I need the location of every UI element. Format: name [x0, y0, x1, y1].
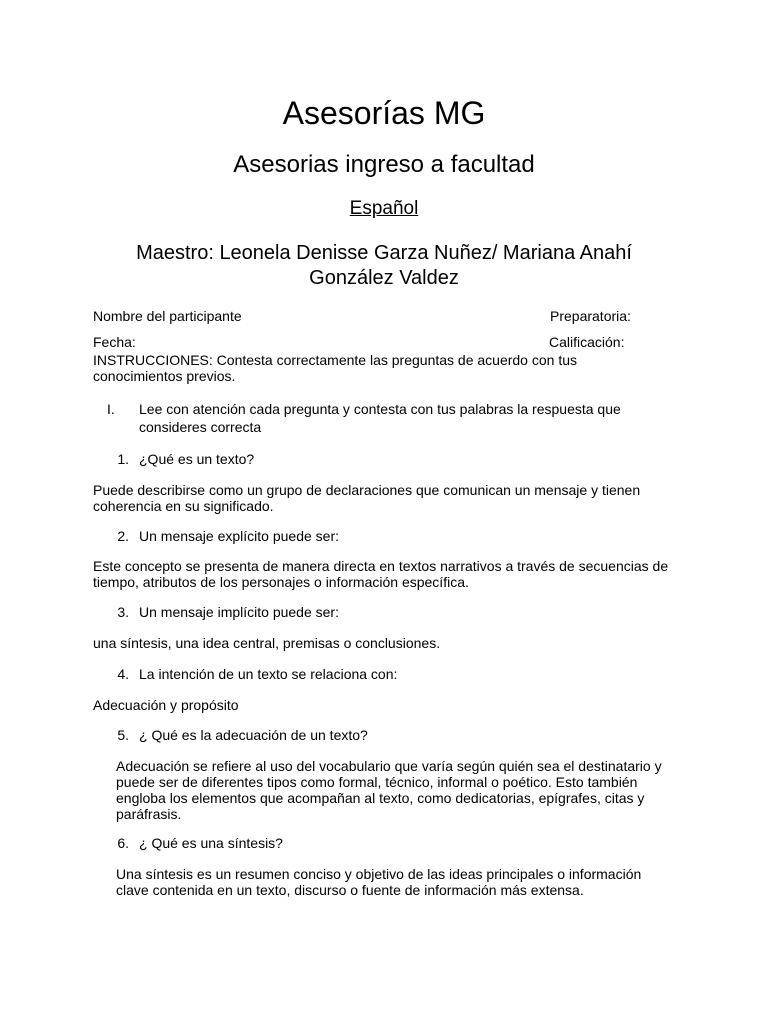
answer-6: Una síntesis es un resumen conciso y objetivo de las ideas principales o información clave contenida en un texto, discurso o fuente de información más extensa. — [116, 866, 642, 898]
document-title: Asesorías MG — [282, 95, 486, 131]
answer-4: Adecuación y propósito — [93, 697, 239, 713]
question-text: Un mensaje explícito puede ser: — [139, 528, 339, 544]
teachers-line — [0, 241, 768, 291]
question-text: ¿ Qué es una síntesis? — [139, 835, 283, 851]
instructions-text: INSTRUCCIONES: Contesta correctamente las preguntas de acuerdo con tus conocimientos previos. — [93, 352, 577, 384]
question-number: 1. — [117, 451, 129, 467]
question-number: 2. — [117, 528, 129, 544]
participant-name-label: Nombre del participante — [93, 308, 242, 324]
date-label: Fecha: — [93, 334, 136, 350]
question-number: 4. — [117, 666, 129, 682]
answer-3: una síntesis, una idea central, premisas o conclusiones. — [93, 635, 441, 651]
question-text: Un mensaje implícito puede ser: — [139, 604, 339, 620]
teachers-line-2: González Valdez — [309, 267, 459, 289]
section-numeral: I. — [107, 401, 115, 417]
grade-label: Calificación: — [549, 334, 625, 350]
section-text: Lee con atención cada pregunta y contesta con tus palabras la respuesta que consideres correcta — [139, 401, 621, 435]
question-text: La intención de un texto se relaciona con: — [139, 666, 398, 682]
question-number: 3. — [117, 604, 129, 620]
teachers-line-1: Maestro: Leonela Denisse Garza Nuñez/ Mariana Anahí — [136, 242, 632, 264]
answer-2: Este concepto se presenta de manera directa en textos narrativos a través de secuencias de tiempo, atributos de los personajes o información específica. — [93, 558, 669, 590]
question-number: 5. — [117, 727, 129, 743]
answer-1: Puede describirse como un grupo de declaraciones que comunican un mensaje y tienen coherencia en su significado. — [93, 482, 641, 514]
school-label: Preparatoria: — [550, 308, 631, 324]
question-text: ¿ Qué es la adecuación de un texto? — [139, 727, 368, 743]
question-number: 6. — [117, 835, 129, 851]
question-text: ¿Qué es un texto? — [139, 451, 255, 467]
subject-heading: Español — [349, 198, 419, 219]
answer-5: Adecuación se refiere al uso del vocabulario que varía según quién sea el destinatario y puede ser de diferentes tipos como formal, técnico, informal o poético. Esto también engloba los elementos que acompañan al texto, como dedicatorias, epígrafes, citas y paráfrasis. — [116, 758, 662, 822]
document-subtitle: Asesorias ingreso a facultad — [233, 151, 535, 178]
